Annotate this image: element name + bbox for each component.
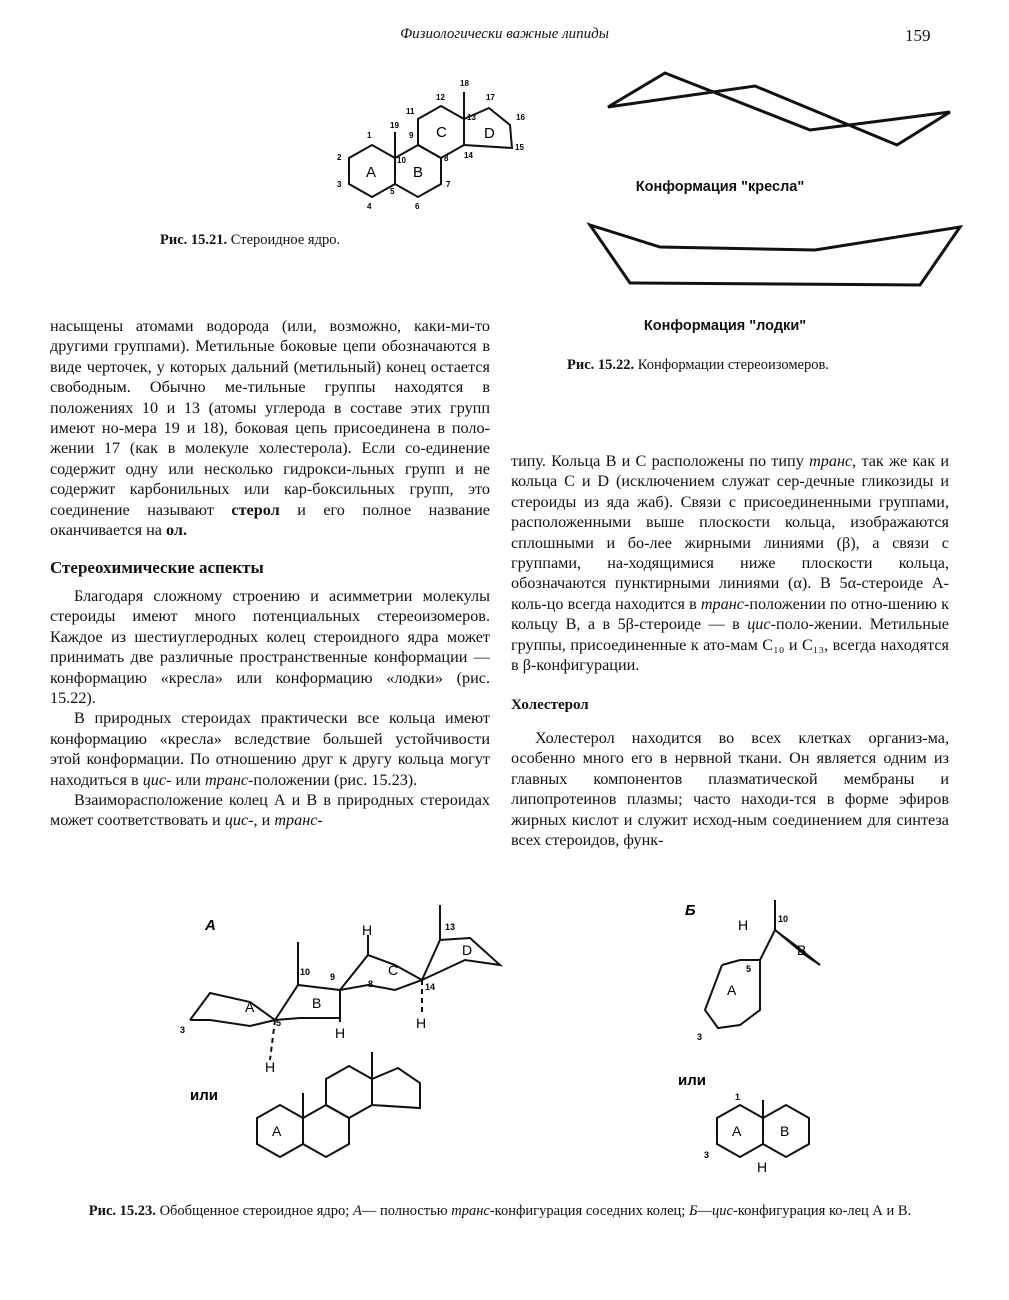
panel-b-label: Б (685, 902, 696, 919)
ring-c-perspective (340, 955, 422, 990)
h-label: H (738, 917, 749, 933)
atom-number: 3 (337, 180, 342, 189)
atom-number: 10 (778, 914, 789, 924)
atom-number: 14 (464, 151, 473, 160)
figure-caption-15-21 (160, 232, 340, 249)
paragraph: типу. Кольца В и С расположены по типу транс, так же как и кольца С и D (исключением служат сер-дечные гликозиды и стероиды из яда жаб). Связи с присоединенными группами, расположенными выше плоскости кольца, изображаются сплошными и бо-лее жирными линиями (β), а связи с группами, на-ходящимися ниже плоскости кольца, обозначаются пунктирными линиями (α). В 5α-стероиде А-коль-цо всегда находится в транс-положении по отно-шению к кольцу В, а в 5β-стероиде — в цис-поло-жении. Метильные группы, присоединенные к ато-мам C₁₀ и C₁₃, всегда находятся в β-конфигурации. (511, 452, 950, 675)
atom-number: 7 (446, 180, 451, 189)
h-bond-5 (270, 1020, 275, 1060)
ring-lines (349, 92, 512, 197)
chair-label: Конформация "кресла" (635, 179, 805, 195)
ring-c-flat (326, 1066, 372, 1118)
panel-a-label: А (205, 917, 216, 934)
ring-label-b: B (413, 164, 424, 181)
or-label: или (678, 1072, 706, 1089)
h-label: H (757, 1159, 768, 1175)
atom-number: 14 (425, 982, 436, 992)
ring-d-flat (372, 1068, 420, 1108)
ring-label: B (312, 995, 322, 1011)
paragraph: В природных стероидах практически все кольца имеют конформацию «кресла» вследствие большей устойчивости этой конформации. По отношению друг к другу кольца могут находиться в цис- или транс-положении (рис. 15.23). (50, 709, 490, 789)
h-label: H (416, 1015, 427, 1031)
ring-d-perspective (422, 938, 500, 980)
atom-number: 17 (486, 93, 495, 102)
right-column (511, 451, 949, 850)
or-label: или (190, 1087, 218, 1104)
atom-number: 10 (397, 156, 406, 165)
left-column (50, 316, 490, 831)
ring-b-flat (303, 1105, 349, 1157)
h-label: H (265, 1059, 276, 1075)
atom-number: 3 (697, 1032, 703, 1042)
caption-label: Рис. 15.21. (160, 232, 228, 248)
ring-b-cis (760, 930, 820, 965)
atom-number: 3 (704, 1150, 710, 1160)
figure-caption-15-23: Рис. 15.23. Обобщенное стероидное ядро; А— полностью транс-конфигурация соседних колец; Б—цис-конфигурация ко-лец А и В. (88, 1203, 912, 1219)
chair-shape (608, 73, 950, 145)
atom-number: 5 (746, 964, 752, 974)
page-number: 159 (905, 26, 931, 45)
atom-number: 4 (367, 202, 372, 211)
boat-label: Конформация "лодки" (643, 318, 807, 334)
section-heading: Стереохимические аспекты (50, 558, 264, 578)
atom-number: 19 (390, 121, 399, 130)
paragraph: Холестерол находится во всех клетках организ-ма, особенно много его в нервной ткани. Он является одним из главных компонентов плазматической мембраны и липопротеинов плазмы; часто находи-тся в форме эфиров жирных кислот и служит исход-ным соединением для синтеза всех стероидов, функ- (511, 728, 949, 849)
atom-number: 1 (735, 1092, 741, 1102)
atom-number: 12 (436, 93, 445, 102)
generalized-steroid-diagram (0, 900, 1009, 1195)
ring-label: B (780, 1123, 790, 1139)
atom-number: 9 (330, 972, 336, 982)
ring-label-d: D (484, 125, 495, 142)
ring-label: A (245, 999, 255, 1015)
running-header: Физиологически важные липиды (400, 26, 609, 42)
atom-number: 8 (368, 979, 374, 989)
atom-number: 11 (406, 107, 415, 116)
ring-a-perspective (190, 993, 275, 1026)
atom-number: 6 (415, 202, 420, 211)
atom-number: 16 (516, 113, 525, 122)
atom-number: 5 (390, 187, 395, 196)
h-label: H (335, 1025, 346, 1041)
steroid-nucleus-diagram (160, 70, 525, 215)
caption-text: Стероидное ядро. (230, 232, 341, 248)
atom-number: 13 (467, 113, 476, 122)
caption-label: Рис. 15.22. (567, 357, 635, 373)
paragraph: Благодаря сложному строению и асимметрии молекулы стероиды имеют много потенциальных стереоизомеров. Каждое из шестиуглеродных колец стероидного ядра может принимать две различные пространственные конформации — конформацию «кресла» или конформацию «лодки» (рис. 15.22). (50, 586, 490, 707)
ring-label-c: C (436, 124, 447, 141)
ring-label: C (388, 962, 399, 978)
figure-caption-15-22 (567, 357, 829, 374)
atom-number: 2 (337, 153, 342, 162)
atom-number: 1 (367, 131, 372, 140)
atom-number: 8 (444, 154, 449, 163)
ring-label: A (732, 1123, 742, 1139)
ring-label: A (272, 1123, 282, 1139)
ring-b-perspective (275, 985, 340, 1020)
atom-number: 10 (300, 967, 311, 977)
paragraph: насыщены атомами водорода (или, возможно, каки-ми-то другими группами). Метильные боковые цепи обозначаются в виде черточек, у которых дальний (метильный) конец остается свободным. Обычно ме-тильные группы находятся в положениях 10 и 13 (атомы углерода в составе этих групп имеют но-мера 19 и 18), боковая цепь присоединена в поло-жении 17 (как в молекуле холестерола). Если со-единение содержит одну или несколько гидрокси-льных групп и не содержит карбонильных или кар-боксильных групп, это соединение называют стерол и его полное название оканчивается на ол. (50, 317, 490, 540)
h-label: H (362, 922, 373, 938)
atom-number: 18 (460, 79, 469, 88)
section-subheading: Холестерол (511, 697, 589, 714)
ring-label: B (797, 942, 807, 958)
ring-label: D (462, 942, 473, 958)
atom-number: 5 (276, 1018, 282, 1028)
boat-shape (590, 225, 960, 285)
atom-number: 15 (515, 143, 524, 152)
caption-text: Конформации стереоизомеров. (637, 357, 829, 373)
atom-number: 9 (409, 131, 414, 140)
paragraph: Взаиморасположение колец А и В в природных стероидах может соответствовать и цис-, и транс- (50, 790, 490, 830)
atom-number: 13 (445, 922, 456, 932)
atom-number: 3 (180, 1025, 186, 1035)
ring-label: A (727, 982, 737, 998)
ring-label-a: A (366, 164, 377, 181)
